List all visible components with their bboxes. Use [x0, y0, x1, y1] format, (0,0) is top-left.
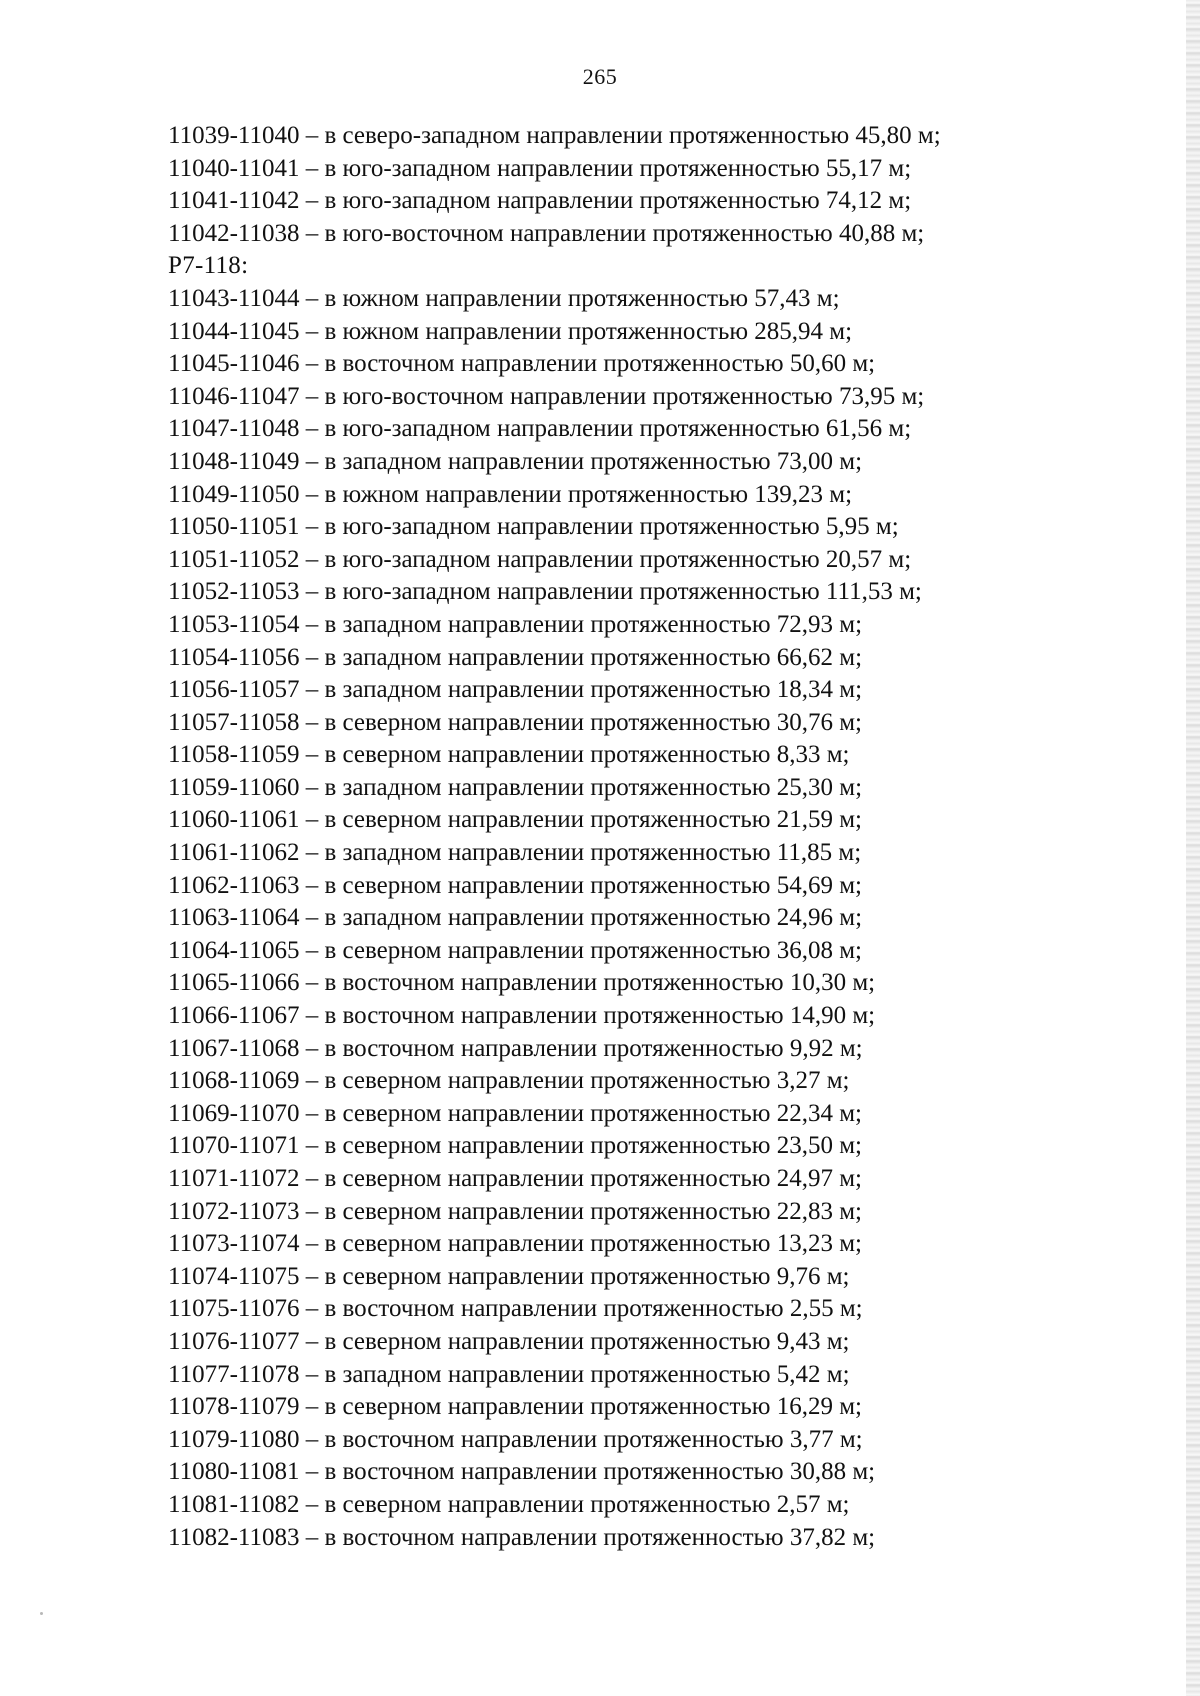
boundary-segment-line: 11072-11073 – в северном направлении протяженностью 22,83 м; [168, 1197, 862, 1225]
boundary-segment-line: 11069-11070 – в северном направлении протяженностью 22,34 м; [168, 1099, 862, 1127]
boundary-segment-line: 11041-11042 – в юго-западном направлении протяженностью 74,12 м; [168, 187, 912, 215]
boundary-segment-line: 11052-11053 – в юго-западном направлении протяженностью 111,53 м; [168, 578, 922, 606]
boundary-segment-line: 11056-11057 – в западном направлении протяженностью 18,34 м; [168, 676, 863, 704]
boundary-segment-line: 11054-11056 – в западном направлении протяженностью 66,62 м; [168, 643, 863, 671]
boundary-segment-line: 11075-11076 – в восточном направлении протяженностью 2,55 м; [168, 1295, 863, 1323]
boundary-segment-line: 11078-11079 – в северном направлении протяженностью 16,29 м; [168, 1393, 862, 1421]
boundary-segment-line: 11042-11038 – в юго-восточном направлении протяженностью 40,88 м; [168, 219, 925, 247]
boundary-segment-line: 11063-11064 – в западном направлении протяженностью 24,96 м; [168, 904, 863, 932]
boundary-segment-line: 11048-11049 – в западном направлении протяженностью 73,00 м; [168, 447, 863, 475]
boundary-segment-line: 11081-11082 – в северном направлении протяженностью 2,57 м; [168, 1490, 850, 1518]
boundary-segment-line: 11082-11083 – в восточном направлении протяженностью 37,82 м; [168, 1523, 876, 1551]
boundary-segment-line: 11068-11069 – в северном направлении протяженностью 3,27 м; [168, 1067, 850, 1095]
boundary-segment-line: 11067-11068 – в восточном направлении протяженностью 9,92 м; [168, 1034, 863, 1062]
boundary-segment-line: 11079-11080 – в восточном направлении протяженностью 3,77 м; [168, 1425, 863, 1453]
boundary-segment-line: 11057-11058 – в северном направлении протяженностью 30,76 м; [168, 708, 862, 736]
section-heading: Р7-118: [168, 252, 249, 280]
boundary-segment-list [168, 120, 941, 1554]
boundary-segment-line: 11050-11051 – в юго-западном направлении протяженностью 5,95 м; [168, 513, 899, 541]
boundary-segment-line: 11039-11040 – в северо-западном направлении протяженностью 45,80 м; [168, 122, 941, 149]
boundary-segment-line: 11060-11061 – в северном направлении протяженностью 21,59 м; [168, 806, 862, 834]
scan-edge-shadow [1186, 0, 1200, 1696]
boundary-segment-line: 11040-11041 – в юго-западном направлении протяженностью 55,17 м; [168, 154, 912, 182]
boundary-segment-line: 11080-11081 – в восточном направлении протяженностью 30,88 м; [168, 1458, 876, 1486]
boundary-segment-line: 11066-11067 – в восточном направлении протяженностью 14,90 м; [168, 1002, 876, 1030]
boundary-segment-line: 11070-11071 – в северном направлении протяженностью 23,50 м; [168, 1132, 862, 1160]
scan-speck [40, 1612, 43, 1615]
boundary-segment-line: 11071-11072 – в северном направлении протяженностью 24,97 м; [168, 1165, 862, 1192]
page-number: 265 [582, 64, 618, 89]
boundary-segment-line: 11047-11048 – в юго-западном направлении протяженностью 61,56 м; [168, 415, 912, 443]
boundary-segment-line: 11065-11066 – в восточном направлении протяженностью 10,30 м; [168, 969, 876, 997]
boundary-segment-line: 11064-11065 – в северном направлении протяженностью 36,08 м; [168, 936, 862, 964]
boundary-segment-line: 11061-11062 – в западном направлении протяженностью 11,85 м; [168, 839, 862, 867]
boundary-segment-line: 11045-11046 – в восточном направлении протяженностью 50,60 м; [168, 350, 876, 378]
boundary-segment-line: 11059-11060 – в западном направлении протяженностью 25,30 м; [168, 773, 863, 801]
boundary-segment-line: 11051-11052 – в юго-западном направлении протяженностью 20,57 м; [168, 545, 912, 573]
boundary-segment-line: 11044-11045 – в южном направлении протяженностью 285,94 м; [168, 317, 853, 345]
boundary-segment-line: 11073-11074 – в северном направлении протяженностью 13,23 м; [168, 1230, 862, 1258]
boundary-segment-line: 11058-11059 – в северном направлении протяженностью 8,33 м; [168, 741, 850, 769]
boundary-segment-line: 11046-11047 – в юго-восточном направлении протяженностью 73,95 м; [168, 382, 925, 410]
boundary-segment-line: 11062-11063 – в северном направлении протяженностью 54,69 м; [168, 871, 862, 899]
boundary-segment-line: 11049-11050 – в южном направлении протяженностью 139,23 м; [168, 480, 853, 508]
boundary-segment-line: 11053-11054 – в западном направлении протяженностью 72,93 м; [168, 610, 863, 638]
boundary-segment-line: 11043-11044 – в южном направлении протяженностью 57,43 м; [168, 284, 840, 312]
boundary-segment-line: 11074-11075 – в северном направлении протяженностью 9,76 м; [168, 1262, 850, 1290]
boundary-segment-line: 11077-11078 – в западном направлении протяженностью 5,42 м; [168, 1360, 850, 1388]
boundary-segment-line: 11076-11077 – в северном направлении протяженностью 9,43 м; [168, 1327, 850, 1355]
